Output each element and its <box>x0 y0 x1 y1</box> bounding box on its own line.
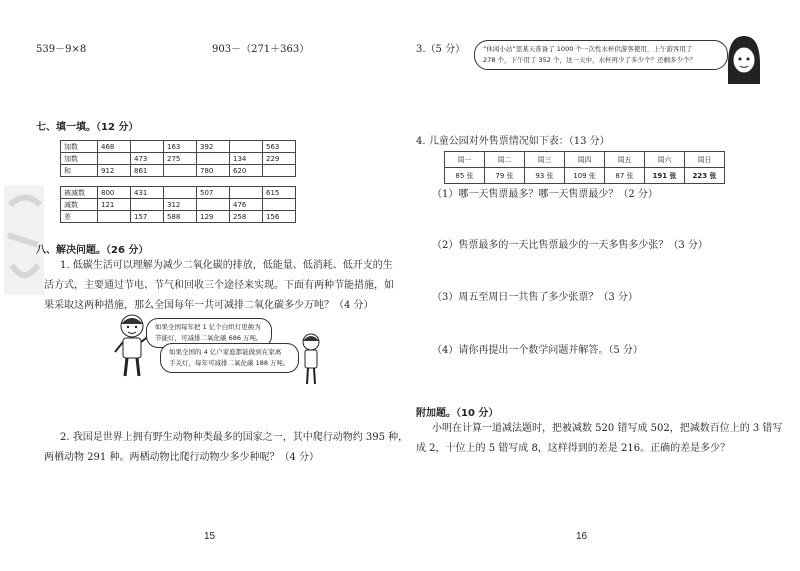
table-cell: 加数 <box>61 153 98 165</box>
table-cell <box>98 153 131 165</box>
table-cell: 473 <box>131 153 164 165</box>
table-row <box>61 199 296 211</box>
table-cell <box>131 141 164 153</box>
q1-line-2: 活方式，主要通过节电、节气和回收三个途径来实现。下面有两种节能措施，如 <box>44 280 394 291</box>
table-cell <box>164 187 197 199</box>
table-row <box>445 152 725 168</box>
section-8-title: 八、解决问题。（26 分） <box>36 245 149 256</box>
table-cell: 563 <box>263 141 296 153</box>
q2-line-1: 2. 我国是世界上拥有野生动物种类最多的国家之一，其中爬行动物约 395 种， <box>60 432 409 443</box>
table-cell: 312 <box>164 199 197 211</box>
q4-sub-4: （4）请你再提出一个数学问题并解答。（5 分） <box>432 345 643 356</box>
q4-sub-3: （3）周五至周日一共售了多少张票？（3 分） <box>432 292 638 303</box>
table-cell: 加数 <box>61 141 98 153</box>
table-cell: 229 <box>263 153 296 165</box>
table-cell: 615 <box>263 187 296 199</box>
table-cell: 129 <box>197 211 230 223</box>
table-cell: 被减数 <box>61 187 98 199</box>
ticket-count-cell: 191 张 <box>645 168 685 184</box>
ticket-table <box>444 151 725 184</box>
ticket-count-cell: 79 张 <box>485 168 525 184</box>
speech-bubble-2: 如果全国的 4 亿户家庭都能做到在家离 手关灯，每年可减排二氧化碳 188 万吨。 <box>160 343 299 373</box>
q4-title: 4. 儿童公园对外售票情况如下表：（13 分） <box>416 136 610 147</box>
calc-expression-1: 539－9×8 <box>36 44 87 55</box>
q2-line-2: 两栖动物 291 种。两栖动物比爬行动物少多少种呢？（4 分） <box>44 452 319 463</box>
ticket-count-cell: 223 张 <box>685 168 725 184</box>
q3-label: 3.（5 分） <box>416 44 466 55</box>
table-cell: 392 <box>197 141 230 153</box>
table-cell: 912 <box>98 165 131 177</box>
q1-line-3: 果采取这两种措施，那么全国每年一共可减排二氧化碳多少万吨？（4 分） <box>44 300 374 311</box>
section-7-title: 七、填一填。（12 分） <box>36 122 139 133</box>
ticket-count-cell: 87 张 <box>605 168 645 184</box>
table-cell: 差 <box>61 211 98 223</box>
table-cell: 163 <box>164 141 197 153</box>
table-cell <box>263 199 296 211</box>
ticket-count-cell: 85 张 <box>445 168 485 184</box>
table-row <box>445 168 725 184</box>
bonus-title: 附加题。（10 分） <box>416 408 499 419</box>
bonus-line-1: 小明在计算一道减法题时，把被减数 520 错写成 502，把减数百位上的 3 错写 <box>432 423 783 434</box>
bonus-line-2: 成 2，十位上的 5 错写成 8，这样得到的差是 216。正确的差是多少？ <box>416 443 731 454</box>
page-number-right: 16 <box>576 531 588 542</box>
page-number-left: 15 <box>204 531 216 542</box>
subtraction-table <box>60 186 296 223</box>
table-cell: 275 <box>164 153 197 165</box>
q3-bubble: “休闲小站”里某天准备了 1000 个一次性水杯供游客使用，上午游客用了 278 个，下午用了 352 个，这一天中，水杯再少了多少个？还剩多少个？ <box>474 40 728 70</box>
table-cell: 468 <box>98 141 131 153</box>
table-cell: 431 <box>131 187 164 199</box>
table-cell: 800 <box>98 187 131 199</box>
table-row <box>61 153 296 165</box>
ticket-count-cell: 93 张 <box>525 168 565 184</box>
table-cell: 258 <box>230 211 263 223</box>
day-header-cell: 周一 <box>445 152 485 168</box>
addition-table <box>60 140 296 177</box>
table-cell <box>230 141 263 153</box>
table-row <box>61 187 296 199</box>
ticket-count-cell: 109 张 <box>565 168 605 184</box>
table-cell <box>263 165 296 177</box>
table-cell: 780 <box>197 165 230 177</box>
table-cell <box>197 153 230 165</box>
q1-line-1: 1. 低碳生活可以理解为减少二氧化碳的排放，低能量、低消耗、低开支的生 <box>60 260 393 271</box>
table-cell <box>131 199 164 211</box>
q4-sub-2: （2）售票最多的一天比售票最少的一天多售多少张？（3 分） <box>432 240 708 251</box>
table-cell: 156 <box>263 211 296 223</box>
table-cell: 减数 <box>61 199 98 211</box>
table-cell <box>98 211 131 223</box>
table-cell: 507 <box>197 187 230 199</box>
table-cell <box>197 199 230 211</box>
table-cell: 157 <box>131 211 164 223</box>
table-cell <box>164 165 197 177</box>
day-header-cell: 周六 <box>645 152 685 168</box>
day-header-cell: 周日 <box>685 152 725 168</box>
table-cell: 620 <box>230 165 263 177</box>
table-cell: 121 <box>98 199 131 211</box>
girl-illustration <box>296 332 326 388</box>
table-cell: 588 <box>164 211 197 223</box>
speech-bubble-1: 如果全国每年把 1 亿个白炽灯更换为 节能灯，可减排二氧化碳 686 万吨。 <box>146 318 272 348</box>
day-header-cell: 周四 <box>565 152 605 168</box>
calc-expression-2: 903－（271＋363） <box>212 44 310 55</box>
table-cell: 和 <box>61 165 98 177</box>
table-cell: 861 <box>131 165 164 177</box>
table-row <box>61 165 296 177</box>
girl-face-illustration <box>722 34 762 90</box>
table-cell <box>230 187 263 199</box>
table-cell: 476 <box>230 199 263 211</box>
table-cell: 134 <box>230 153 263 165</box>
day-header-cell: 周三 <box>525 152 565 168</box>
day-header-cell: 周五 <box>605 152 645 168</box>
table-row <box>61 211 296 223</box>
q4-sub-1: （1）哪一天售票最多？哪一天售票最少？（2 分） <box>432 189 658 200</box>
day-header-cell: 周二 <box>485 152 525 168</box>
table-row <box>61 141 296 153</box>
